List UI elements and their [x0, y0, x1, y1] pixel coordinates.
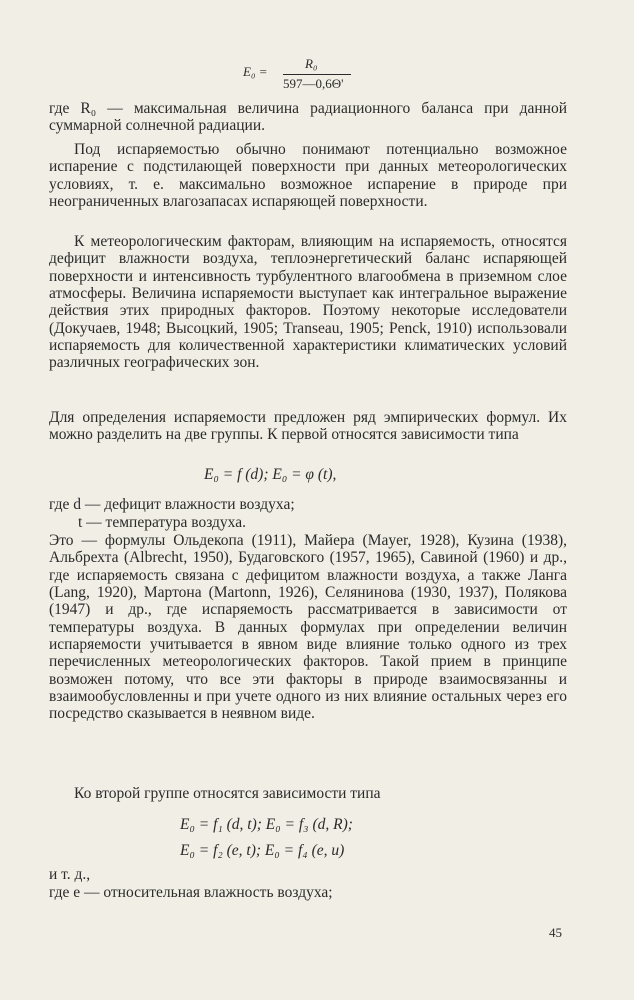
paragraph-r0-definition: где R₀ — максимальная величина радиационного баланса при данной суммарной солнечной радиации.: [49, 100, 567, 135]
where-d-definition: где d — дефицит влажности воздуха;: [49, 496, 295, 513]
formula-first-group: E₀ = f (d); E₀ = φ (t),: [204, 466, 337, 483]
etc-text: и т. д.,: [49, 866, 91, 883]
paragraph-formula-authors: Это — формулы Ольдекопа (1911), Майера (Mayer, 1928), Кузина (1938), Альбрехта (Albrecht, 1950), Будаговского (1957, 1965), Савиной (1960) и др., где испаряемость связана с дефицитом влажности воздуха, а также Ланга (Lang, 1920), Мартона (Martonn, 1926), Селянинова (1930, 1937), Полякова (1947) и др., где испаряемость рассматривается в зависимости от температуры воздуха. В данных формулах при определении величин испаряемости учитывается в явном виде влияние только одного из трех перечисленных метеорологических факторов. Такой прием в принципе возможен потому, что все эти факторы в природе взаимосвязанны и взаимообусловленны и при учете одного из них влияние остальных через его посредство сказывается в неявном виде.: [49, 532, 567, 723]
paragraph-empirical-formulas: Для определения испаряемости предложен ряд эмпирических формул. Их можно разделить на две группы. К первой относятся зависимости типа: [49, 409, 567, 444]
formula-numerator: R₀: [305, 56, 318, 71]
formula-lhs: E₀ =: [243, 64, 268, 79]
fraction-bar: [283, 74, 351, 75]
formula-denominator: 597—0,6Θ': [283, 76, 344, 91]
formula-second-group-a: E₀ = f₁ (d, t); E₀ = f₃ (d, R);: [180, 816, 353, 833]
paragraph-meteorological-factors: К метеорологическим факторам, влияющим на испаряемость, относятся дефицит влажности воздуха, теплоэнергетический баланс испаряющей поверхности и интенсивность турбулентного влагообмена в приземном слое атмосферы. Величина испаряемости выступает как интегральное выражение действия этих природных факторов. Поэтому некоторые исследователи (Докучаев, 1948; Высоцкий, 1905; Transeau, 1905; Penck, 1910) использовали испаряемость для количественной характеристики климатических условий различных географических зон.: [49, 233, 567, 372]
paragraph-second-group: Ко второй группе относятся зависимости типа: [74, 785, 381, 802]
formula-second-group-b: E₀ = f₂ (e, t); E₀ = f₄ (e, u): [180, 842, 345, 859]
page-number: 45: [549, 925, 562, 940]
where-e-definition: где e — относительная влажность воздуха;: [49, 884, 333, 901]
where-t-definition: t — температура воздуха.: [78, 514, 246, 531]
paragraph-evaporability-definition: Под испаряемостью обычно понимают потенциально возможное испарение с подстилающей поверхности при данных метеорологических условиях, т. е. максимально возможное испарение в природе при неограниченных влагозапасах испаряющей поверхности.: [49, 141, 567, 211]
